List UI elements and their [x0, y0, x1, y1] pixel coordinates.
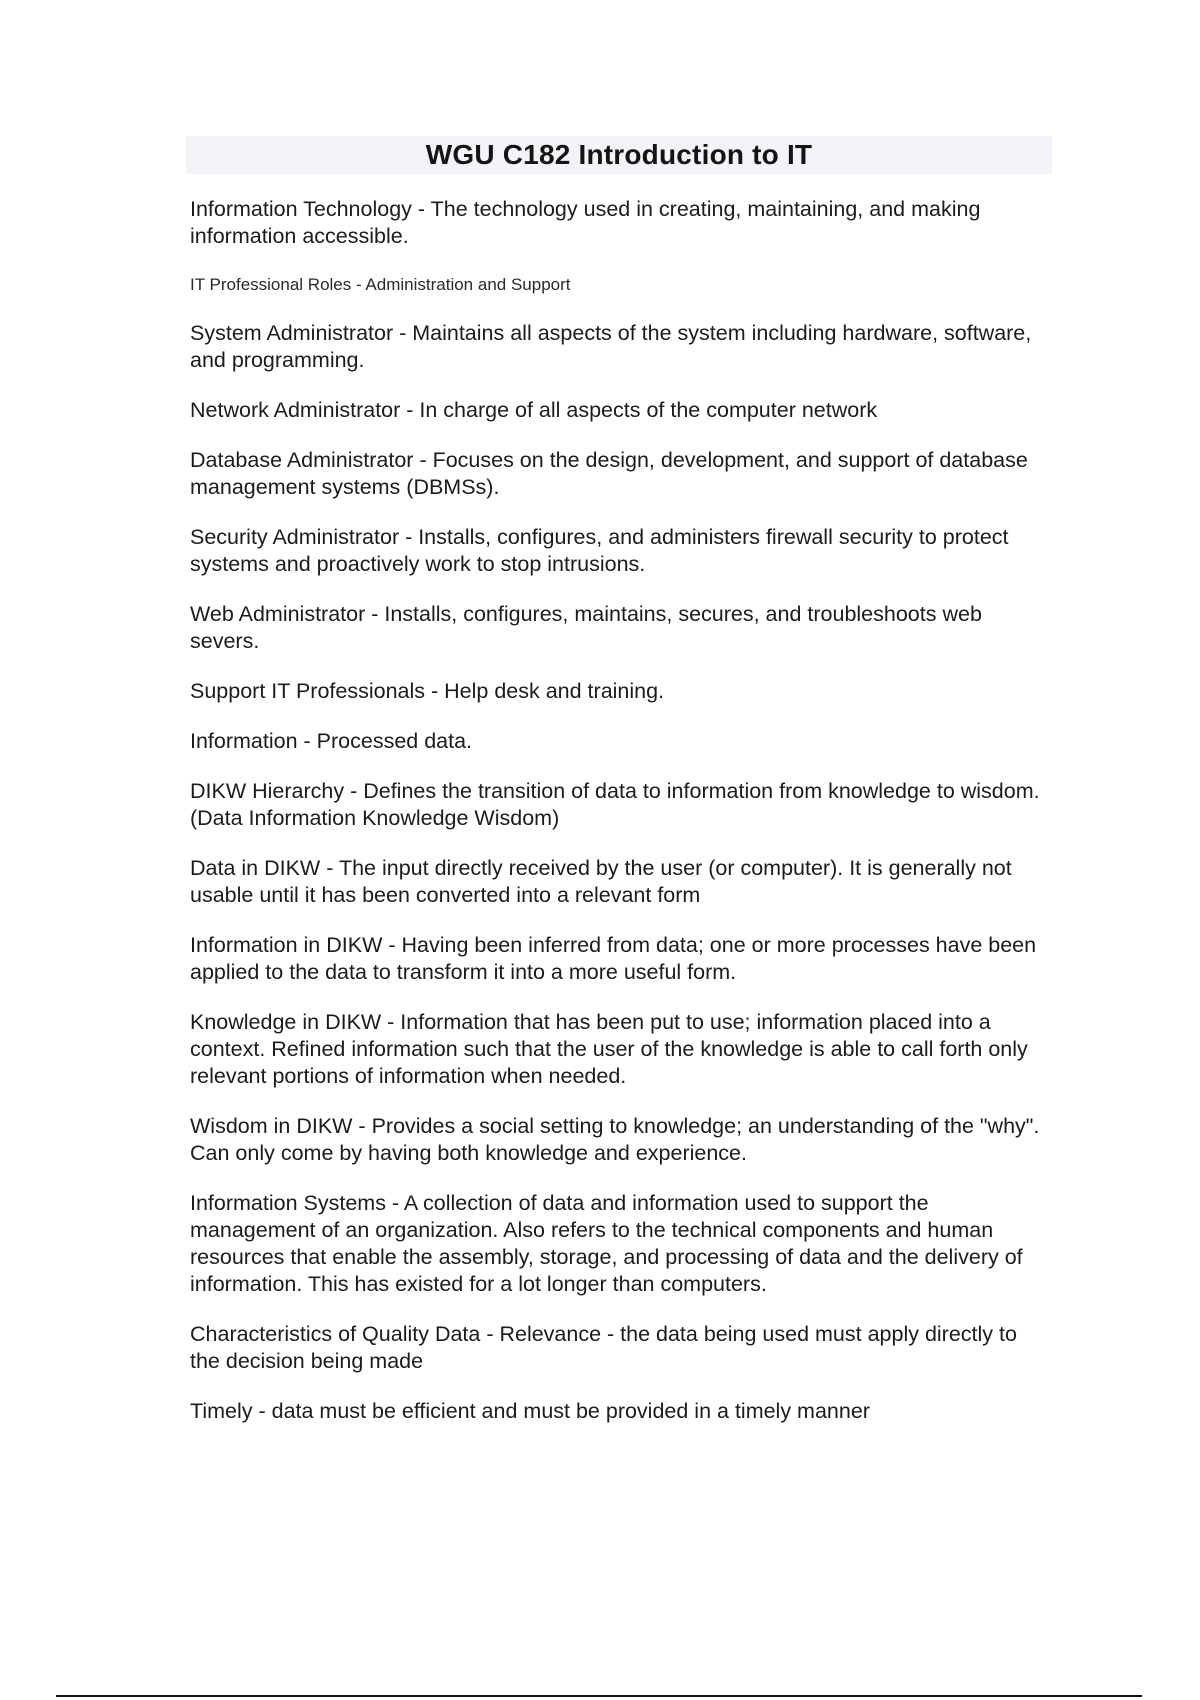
entry-web-administrator: Web Administrator - Installs, configures, maintains, secures, and troubleshoots web severs. — [190, 602, 982, 653]
document-body — [190, 196, 1050, 1448]
entry-it-professional-roles: IT Professional Roles - Administration and Support — [190, 275, 571, 294]
entry-quality-data-timely: Timely - data must be efficient and must be provided in a timely manner — [190, 1399, 870, 1423]
entry-data-in-dikw: Data in DIKW - The input directly received by the user (or computer). It is generally not usable until it has been converted into a relevant form — [190, 856, 1012, 907]
entry-information-systems: Information Systems - A collection of data and information used to support the management of an organization. Also refers to the technical components and human resources that enable the assembly, storage, and processing of data and the delivery of information. This has existed for a lot longer than computers. — [190, 1191, 1023, 1296]
entry-network-administrator: Network Administrator - In charge of all aspects of the computer network — [190, 398, 878, 422]
page-title: WGU C182 Introduction to IT — [425, 139, 813, 170]
entry-information-in-dikw: Information in DIKW - Having been inferred from data; one or more processes have been applied to the data to transform it into a more useful form. — [190, 933, 1037, 984]
entry-support-it-professionals: Support IT Professionals - Help desk and training. — [190, 679, 665, 703]
title-bar — [186, 136, 1052, 174]
entry-database-administrator: Database Administrator - Focuses on the design, development, and support of database management systems (DBMSs). — [190, 448, 1028, 499]
entry-security-administrator: Security Administrator - Installs, configures, and administers firewall security to protect systems and proactively work to stop intrusions. — [190, 525, 1009, 576]
entry-quality-data-relevance: Characteristics of Quality Data - Relevance - the data being used must apply directly to the decision being made — [190, 1322, 1017, 1373]
entry-dikw-hierarchy: DIKW Hierarchy - Defines the transition of data to information from knowledge to wisdom. (Data Information Knowledge Wisdom) — [190, 779, 1040, 830]
entry-knowledge-in-dikw: Knowledge in DIKW - Information that has been put to use; information placed into a context. Refined information such that the user of the knowledge is able to call forth only relevant portions of information when needed. — [190, 1010, 1028, 1088]
entry-wisdom-in-dikw: Wisdom in DIKW - Provides a social setting to knowledge; an understanding of the "why". Can only come by having both knowledge and experience. — [190, 1114, 1040, 1165]
entry-information: Information - Processed data. — [190, 729, 473, 753]
footer-divider — [56, 1695, 1142, 1697]
entry-information-technology: Information Technology - The technology used in creating, maintaining, and making information accessible. — [190, 197, 981, 248]
entry-system-administrator: System Administrator - Maintains all aspects of the system including hardware, software, and programming. — [190, 321, 1032, 372]
